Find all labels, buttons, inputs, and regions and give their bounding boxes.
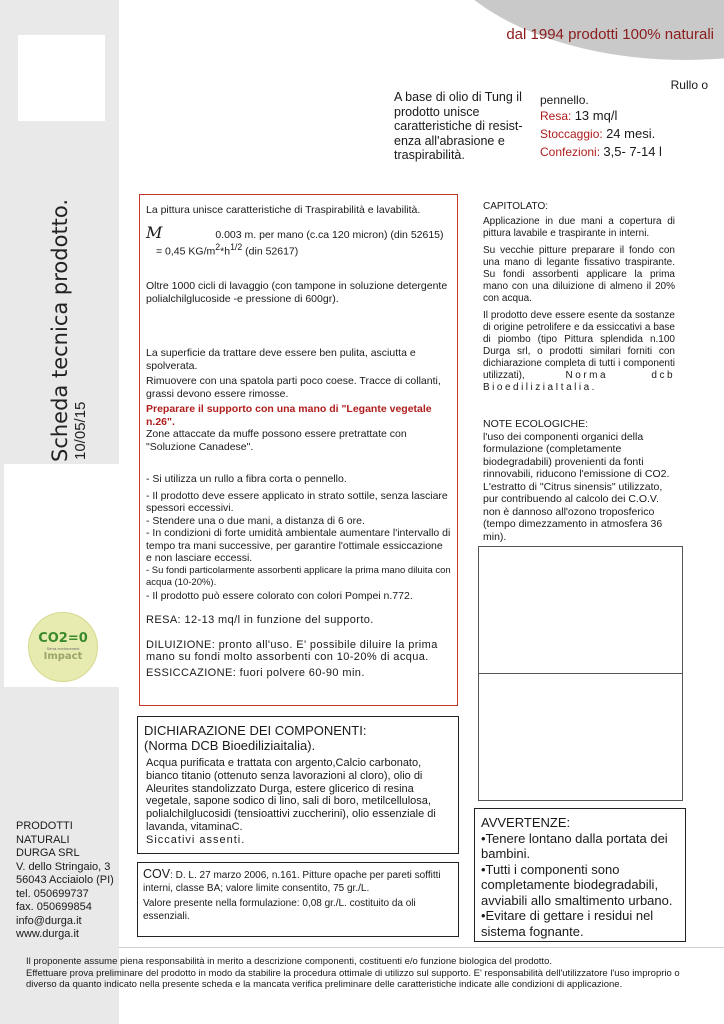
company-fax: fax. 050699854 (16, 901, 92, 913)
footer-line-1: Il proponente assume piena responsabilità in merito a descrizione componenti, costituenti e/o funzione biologica del prodotto. (26, 956, 552, 967)
company-city: 56043 Acciaiolo (PI) (16, 874, 114, 886)
mu-text: 0.003 m. per mano (c.ca 120 micron) (din 52615) (215, 228, 444, 241)
capitolato-title: CAPITOLATO: (483, 201, 549, 212)
declaration-title: DICHIARAZIONE DEI COMPONENTI: (144, 723, 367, 738)
company-address: V. dello Stringaio, 3 (16, 860, 111, 873)
warnings-title: AVVERTENZE: (481, 815, 571, 830)
spec-confezioni-value: 3,5- 7-14 l (603, 144, 662, 159)
spec-confezioni-label: Confezioni: (540, 145, 601, 159)
sd-sup2: 1/2 (230, 242, 243, 252)
cov-value: Valore presente nella formulazione: 0,08 gr./L. costituito da oli essenziali. (143, 898, 416, 922)
tech-b6: - Il prodotto può essere colorato con colori Pompei n.772. (146, 589, 413, 602)
capitolato-norma: Norma dcb BioediliziaItalia. (483, 370, 675, 393)
company-name: DURGA SRL (16, 847, 80, 859)
tech-p1: La pittura unisce caratteristiche di Traspirabilità e lavabilità. (146, 204, 421, 216)
sd-sup1: 2 (215, 242, 221, 252)
tech-b1: - Si utilizza un rullo a fibra corta o pennello. (146, 473, 347, 485)
company-line: NATURALI (16, 833, 70, 846)
tech-p7: Zone attaccate da muffe possono essere pretrattate con "Soluzione Canadese". (146, 428, 407, 453)
tech-p3: Oltre 1000 cicli di lavaggio (con tampone in soluzione detergente polialchilglucoside -e pressione di 600gr). (146, 280, 448, 305)
tech-p5: Rimuovere con una spatola parti poco coese. Tracce di collanti, grassi devono essere rimosse. (146, 375, 441, 400)
tech-b2: - Il prodotto deve essere applicato in strato sottile, senza lasciare spessori eccessivi. (146, 489, 448, 514)
image-placeholder-bottom (478, 673, 683, 801)
eco-notes-title: NOTE ECOLOGICHE: (483, 418, 589, 430)
co2-badge-small: Serra environment (46, 646, 80, 651)
tech-b5: - Su fondi particolarmente assorbenti applicare la prima mano diluita con acqua (10-20%). (146, 564, 451, 588)
footer-disclaimer (26, 956, 706, 991)
spec-stoccaggio-label: Stoccaggio: (540, 127, 603, 141)
tech-b3: - Stendere una o due mani, a distanza di 6 ore. (146, 514, 365, 527)
company-info (16, 820, 118, 942)
product-specs (540, 77, 720, 161)
sd-mid: *h (220, 245, 231, 258)
tech-p6: Preparare il supporto con una mano di "Legante vegetale n.26". (146, 403, 432, 428)
image-placeholder-top (478, 546, 683, 674)
cov-text: : D. L. 27 marzo 2006, n.161. Pitture opache per pareti soffitti interni, classe BA; valore limite consentito, 75 gr./L. (143, 870, 441, 894)
components-declaration (137, 716, 459, 854)
capitolato-p1: Applicazione in due mani a copertura di pittura lavabile e traspirante in interni. (483, 216, 675, 239)
cov-box (137, 862, 459, 937)
company-line: PRODOTTI (16, 820, 73, 832)
company-tel: tel. 050699737 (16, 887, 89, 900)
document-date: 10/05/15 (72, 401, 89, 460)
tech-resa: RESA: 12-13 mq/l in funzione del supporto. (146, 614, 374, 626)
spec-stoccaggio-value: 24 mesi. (606, 126, 656, 141)
technical-box (139, 194, 458, 706)
product-intro: A base di olio di Tung il prodotto unisce caratteristiche di resist-enza all'abrasione e traspirabilità. (394, 90, 523, 162)
declaration-components: Acqua purificata e trattata con argento,Calcio carbonato, bianco titanio (ottenuto senza lavorazioni al cloro), olio di Aleurites standolizzato Durga, estere glicerico di resina vegetale, sapone sodico di lino, sali di boro, metilcellulosa, polialchilglucosidi (tensioattivi zuccherini), olio essenziale di lavanda, vitaminaC. (146, 757, 436, 833)
logo-placeholder (18, 35, 105, 121)
warning-item: •Tenere lontano dalla portata dei bambini. (481, 830, 668, 861)
cov-label: COV (143, 867, 171, 881)
capitolato-p3-text: Il prodotto deve essere esente da sostanze di origine petrolifere e da essiccativi a base di piombo (tipo Pittura splendida n.100 Durga srl, o prodotti similari forniti con dichiarazione completa di tutti i componenti utilizzati), (483, 310, 675, 381)
tagline: dal 1994 prodotti 100% naturali (506, 26, 714, 43)
tech-essiccazione: ESSICCAZIONE: fuori polvere 60-90 min. (146, 666, 365, 679)
tech-mu (146, 222, 451, 242)
warnings-box (474, 808, 686, 942)
footer-divider (119, 947, 724, 948)
tech-diluizione: DILUIZIONE: pronto all'uso. E' possibile diluire la prima mano su fondi molto assorbenti con 10-20% di acqua. (146, 638, 438, 663)
capitolato-p2: Su vecchie pitture preparare il fondo con una mano di legante fissativo traspirante. Su fondi assorbenti applicare la prima mano con una diluizione di almeno il 20% con acqua. (483, 245, 675, 304)
declaration-text (144, 757, 452, 847)
tech-b4: - In condizioni di forte umidità ambientale aumentare l'intervallo di tempo tra mani successive, per garantire l'ottimale essiccazione e non lasciare eccessi. (146, 527, 451, 564)
capitolato-p3 (483, 310, 675, 394)
spec-confezioni (540, 143, 720, 161)
tech-sd (146, 241, 451, 258)
eco-notes (483, 418, 675, 543)
capitolato-section (483, 201, 675, 394)
application-method: Rullo o (670, 78, 708, 92)
mu-symbol: M (146, 222, 163, 242)
sd-suffix: (din 52617) (242, 245, 299, 258)
footer-line-2: Effettuare prova preliminare del prodotto in modo da stabilire la procedura ottimale di utilizzo sul supporto. E' responsabilità dell'utilizzatore l'uso improprio o diverso da quanto indicato nella presente scheda e la mancata verifica preliminare delle caratteristiche indicate alle condizioni di applicazione. (26, 967, 680, 990)
company-website[interactable]: www.durga.it (16, 928, 79, 940)
co2-badge-impact: Impact (43, 651, 83, 662)
declaration-siccativi: Siccativi assenti. (146, 833, 246, 846)
company-email[interactable]: info@durga.it (16, 914, 82, 927)
application-method-2: pennello. (540, 93, 589, 107)
declaration-subtitle: (Norma DCB Bioediliziaitalia). (144, 738, 316, 753)
sd-prefix: = 0,45 KG/m (156, 245, 216, 258)
eco-notes-text: l'uso dei componenti organici della formulazione (completamente biodegradabili) provenienti da fonti rinnovabili, riducono l'emissione di CO2. L'estratto di "Citrus sinensis" utilizzato, pur contribuendo al calcolo dei C.O.V. non è dannoso all'ozono troposferico (tempo dimezzamento in atmosfera 36 min). (483, 430, 670, 543)
co2-badge-main: CO2=0 (38, 631, 88, 646)
spec-resa (540, 107, 720, 125)
spec-resa-value: 13 mq/l (574, 108, 618, 123)
tech-p4: La superficie da trattare deve essere ben pulita, asciutta e spolverata. (146, 347, 416, 372)
warning-item: •Evitare di gettare i residui nel sistema fognante. (481, 908, 654, 939)
warning-item: •Tutti i componenti sono completamente biodegradabili, avviabili allo smaltimento urbano. (481, 861, 673, 908)
spec-stoccaggio (540, 125, 720, 143)
spec-resa-label: Resa: (540, 109, 572, 123)
cov-line (143, 868, 453, 895)
co2-badge (28, 612, 98, 682)
document-title: Scheda tecnica prodotto. (48, 198, 72, 462)
